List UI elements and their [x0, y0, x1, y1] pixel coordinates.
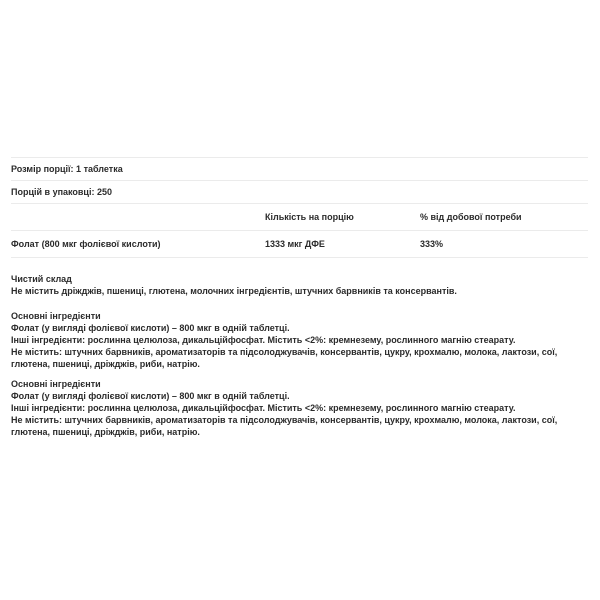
nutrient-percent-daily-value: 333%: [420, 231, 588, 258]
column-header-nutrient: [11, 204, 265, 231]
clean-composition-line-1: Не містить дріжджів, пшениці, глютена, молочних інгредієнтів, штучних барвників та консервантів.: [11, 286, 457, 296]
main-ingredients-line-1: Фолат (у вигляді фолієвої кислоти) – 800 мкг в одній таблетці.: [11, 323, 290, 333]
main-ingredients-line-3: Не містить: штучних барвників, ароматизаторів та підсолоджувачів, консервантів, цукру, крохмалю, молока, лактози, сої,: [11, 415, 558, 425]
servings-per-container-text: Порцій в упаковці: 250: [11, 181, 588, 204]
main-ingredients-line-3: Не містить: штучних барвників, ароматизаторів та підсолоджувачів, консервантів, цукру, крохмалю, молока, лактози, сої,: [11, 347, 558, 357]
servings-per-container-row: [11, 181, 588, 204]
column-header-amount-per-serving: Кількість на порцію: [265, 204, 420, 231]
table-header-row: [11, 204, 588, 231]
column-header-percent-daily-value: % від добової потреби: [420, 204, 588, 231]
main-ingredients-line-1: Фолат (у вигляді фолієвої кислоти) – 800 мкг в одній таблетці.: [11, 391, 290, 401]
serving-size-row: [11, 158, 588, 181]
serving-size-text: Розмір порції: 1 таблетка: [11, 158, 588, 181]
supplement-facts-table: [11, 157, 588, 258]
main-ingredients-section-first: [11, 310, 579, 370]
main-ingredients-section-second: [11, 378, 579, 438]
nutrient-name: Фолат (800 мкг фолієвої кислоти): [11, 231, 265, 258]
table-row: [11, 231, 588, 258]
nutrient-amount: 1333 мкг ДФЕ: [265, 231, 420, 258]
main-ingredients-heading: Основні інгредієнти: [11, 311, 101, 321]
main-ingredients-line-2: Інші інгредієнти: рослинна целюлоза, дикальційфосфат. Містить <2%: кремнезему, рослинного магнію стеарату.: [11, 335, 516, 345]
clean-composition-section: [11, 273, 579, 297]
main-ingredients-heading: Основні інгредієнти: [11, 379, 101, 389]
main-ingredients-line-4: глютена, пшениці, дріжджів, риби, натрію.: [11, 359, 200, 369]
clean-composition-heading: Чистий склад: [11, 274, 72, 284]
main-ingredients-line-2: Інші інгредієнти: рослинна целюлоза, дикальційфосфат. Містить <2%: кремнезему, рослинного магнію стеарату.: [11, 403, 516, 413]
main-ingredients-line-4: глютена, пшениці, дріжджів, риби, натрію.: [11, 427, 200, 437]
